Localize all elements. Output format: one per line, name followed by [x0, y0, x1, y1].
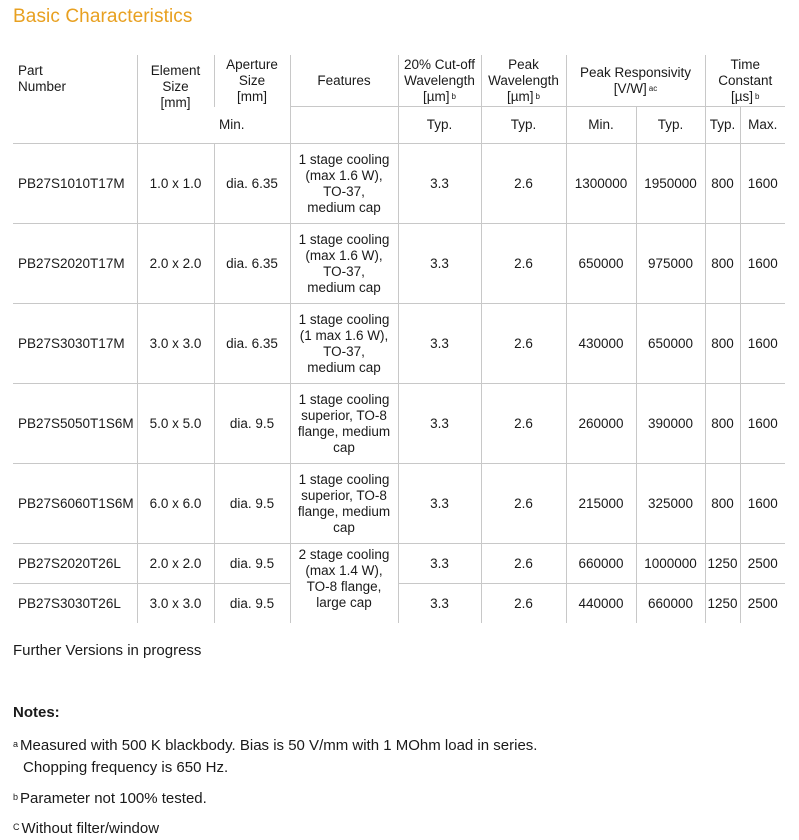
- features: 1 stage cooling superior, TO-8 flange, medium cap: [290, 384, 398, 464]
- aperture-size: dia. 6.35: [214, 224, 290, 304]
- part-number: PB27S1010T17M: [13, 144, 137, 224]
- part-number: PB27S5050T1S6M: [13, 384, 137, 464]
- subheader-resp-min: Min.: [566, 107, 636, 144]
- part-number: PB27S2020T26L: [13, 544, 137, 584]
- header-part-number: Part Number: [18, 63, 67, 94]
- note-a-line1: Measured with 500 K blackbody. Bias is 50 V/mm with 1 MOhm load in series.: [20, 737, 538, 754]
- part-number: PB27S6060T1S6M: [13, 464, 137, 544]
- table-row: [13, 144, 785, 224]
- responsivity-min: 430000: [566, 304, 636, 384]
- table-row: [13, 384, 785, 464]
- time-constant-typ: 800: [705, 464, 740, 544]
- subheader-peak-typ: Typ.: [481, 107, 566, 144]
- table-row: [13, 544, 785, 584]
- notes-title: Notes:: [13, 704, 60, 721]
- header-time-constant: Time Constant [µs] $^b$: [705, 55, 785, 107]
- subheader-resp-typ: Typ.: [636, 107, 705, 144]
- time-constant-max: 1600: [740, 224, 785, 304]
- further-versions-text: Further Versions in progress: [13, 642, 202, 659]
- responsivity-typ: 390000: [636, 384, 705, 464]
- subheader-tc-typ: Typ.: [705, 107, 740, 144]
- note-a-marker: a: [13, 739, 19, 749]
- time-constant-typ: 1250: [705, 584, 740, 624]
- header-peak-responsivity: Peak Responsivity [V/W] $^{ac}$: [566, 55, 705, 107]
- features: 1 stage cooling (1 max 1.6 W), TO-37, medium cap: [290, 304, 398, 384]
- responsivity-min: 1300000: [566, 144, 636, 224]
- time-constant-max: 2500: [740, 584, 785, 624]
- element-size: 3.0 x 3.0: [137, 584, 214, 624]
- subheader-cutoff-typ: Typ.: [398, 107, 481, 144]
- table-row: [13, 464, 785, 544]
- part-number: PB27S3030T26L: [13, 584, 137, 624]
- peak-wavelength: 2.6: [481, 464, 566, 544]
- time-constant-max: 1600: [740, 304, 785, 384]
- responsivity-min: 260000: [566, 384, 636, 464]
- note-a: [13, 733, 537, 779]
- subheader-features-empty: [290, 107, 398, 144]
- peak-wavelength: 2.6: [481, 224, 566, 304]
- peak-wavelength: 2.6: [481, 384, 566, 464]
- note-c-text: Without filter/window: [21, 820, 160, 837]
- element-size: 3.0 x 3.0: [137, 304, 214, 384]
- cutoff-wavelength: 3.3: [398, 384, 481, 464]
- time-constant-max: 1600: [740, 384, 785, 464]
- time-constant-typ: 800: [705, 384, 740, 464]
- responsivity-min: 660000: [566, 544, 636, 584]
- header-features: Features: [290, 55, 398, 107]
- responsivity-typ: 325000: [636, 464, 705, 544]
- characteristics-table: [13, 55, 785, 623]
- features-shared: 2 stage cooling (max 1.4 W), TO-8 flange, large cap: [290, 544, 398, 624]
- element-size: 1.0 x 1.0: [137, 144, 214, 224]
- page-title: Basic Characteristics: [13, 6, 193, 27]
- responsivity-min: 215000: [566, 464, 636, 544]
- cutoff-wavelength: 3.3: [398, 464, 481, 544]
- element-size: 2.0 x 2.0: [137, 544, 214, 584]
- header-peak-wavelength: Peak Wavelength [µm] $^b$: [481, 55, 566, 107]
- note-c: [13, 816, 159, 840]
- cutoff-wavelength: 3.3: [398, 144, 481, 224]
- cutoff-wavelength: 3.3: [398, 224, 481, 304]
- subheader-tc-max: Max.: [740, 107, 785, 144]
- responsivity-typ: 660000: [636, 584, 705, 624]
- time-constant-typ: 800: [705, 144, 740, 224]
- features: 1 stage cooling (max 1.6 W), TO-37, medium cap: [290, 224, 398, 304]
- responsivity-typ: 1000000: [636, 544, 705, 584]
- part-number: PB27S3030T17M: [13, 304, 137, 384]
- peak-wavelength: 2.6: [481, 304, 566, 384]
- time-constant-max: 1600: [740, 464, 785, 544]
- element-size: 2.0 x 2.0: [137, 224, 214, 304]
- note-a-line2: Chopping frequency is 650 Hz.: [23, 759, 229, 776]
- note-b-text: Parameter not 100% tested.: [20, 790, 207, 807]
- peak-wavelength: 2.6: [481, 544, 566, 584]
- subheader-aperture-min: Min.: [219, 116, 245, 132]
- element-size: 5.0 x 5.0: [137, 384, 214, 464]
- aperture-size: dia. 6.35: [214, 144, 290, 224]
- element-size: 6.0 x 6.0: [137, 464, 214, 544]
- note-b: [13, 786, 207, 810]
- table-row: [13, 584, 785, 624]
- responsivity-min: 440000: [566, 584, 636, 624]
- time-constant-typ: 800: [705, 304, 740, 384]
- time-constant-max: 2500: [740, 544, 785, 584]
- responsivity-typ: 975000: [636, 224, 705, 304]
- cutoff-wavelength: 3.3: [398, 544, 481, 584]
- table-row: [13, 304, 785, 384]
- features: 1 stage cooling superior, TO-8 flange, medium cap: [290, 464, 398, 544]
- responsivity-min: 650000: [566, 224, 636, 304]
- note-c-marker: C: [13, 822, 20, 832]
- aperture-size: dia. 9.5: [214, 464, 290, 544]
- part-number: PB27S2020T17M: [13, 224, 137, 304]
- note-b-marker: b: [13, 792, 19, 802]
- aperture-size: dia. 9.5: [214, 584, 290, 624]
- responsivity-typ: 650000: [636, 304, 705, 384]
- header-aperture-size: Aperture Size [mm]: [214, 55, 290, 107]
- aperture-size: dia. 9.5: [214, 384, 290, 464]
- features: 1 stage cooling (max 1.6 W), TO-37, medium cap: [290, 144, 398, 224]
- responsivity-typ: 1950000: [636, 144, 705, 224]
- header-element-size: Element Size [mm]: [137, 55, 214, 144]
- peak-wavelength: 2.6: [481, 144, 566, 224]
- cutoff-wavelength: 3.3: [398, 304, 481, 384]
- peak-wavelength: 2.6: [481, 584, 566, 624]
- aperture-size: dia. 9.5: [214, 544, 290, 584]
- time-constant-max: 1600: [740, 144, 785, 224]
- cutoff-wavelength: 3.3: [398, 584, 481, 624]
- time-constant-typ: 1250: [705, 544, 740, 584]
- header-cutoff: 20% Cut-off Wavelength [µm] $^b$: [398, 55, 481, 107]
- aperture-size: dia. 6.35: [214, 304, 290, 384]
- time-constant-typ: 800: [705, 224, 740, 304]
- table-row: [13, 224, 785, 304]
